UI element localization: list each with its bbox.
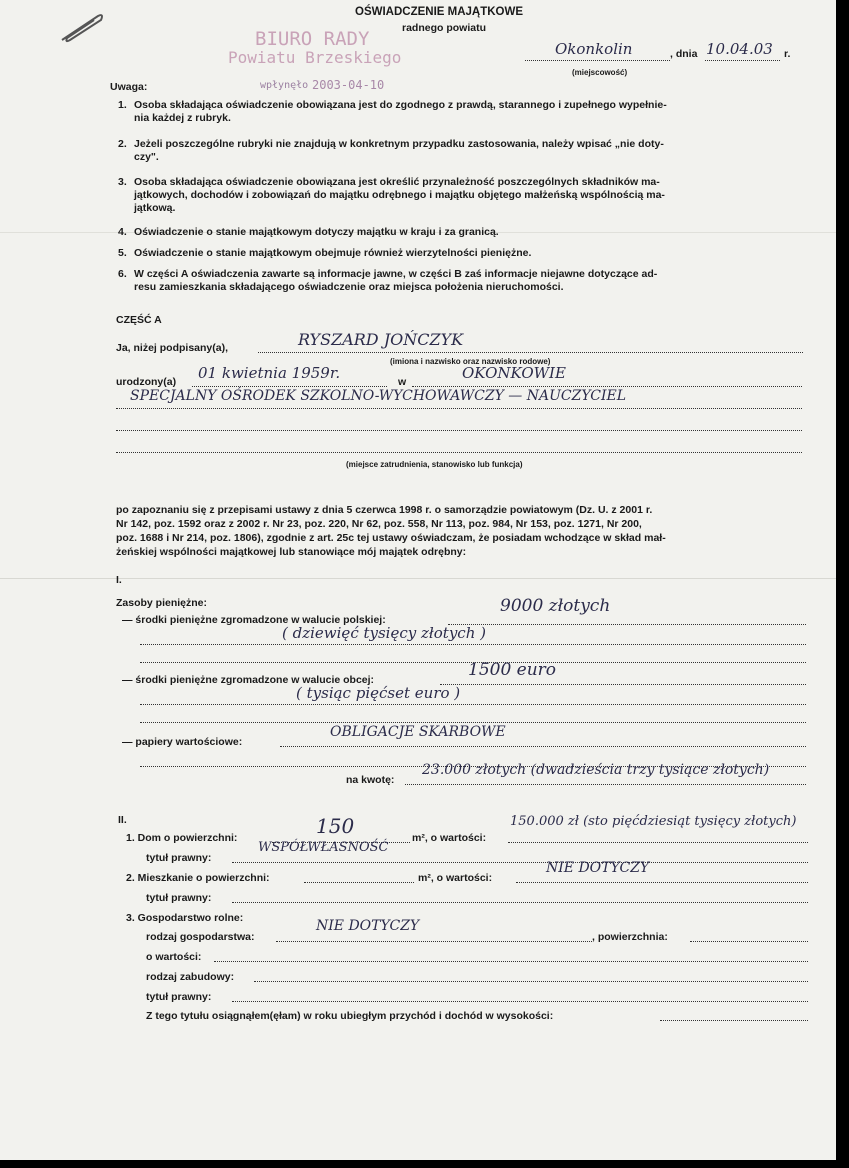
note-5: 5. Oświadczenie o stanie majątkowym obejmuje również wierzytelności pieniężne. — [118, 247, 532, 259]
foreign-value: 1500 euro — [468, 660, 557, 680]
paperclip-icon — [58, 10, 106, 46]
employment-line-2 — [116, 430, 802, 431]
date-label: , dnia — [670, 48, 698, 60]
employment-handwritten: SPECJALNY OŚRODEK SZKOLNO-WYCHOWAWCZY — NAUCZYCIEL — [130, 388, 627, 404]
cash-heading: Zasoby pieniężne: — [116, 597, 208, 609]
place-line — [525, 60, 670, 61]
farm-type-value: NIE DOTYCZY — [316, 918, 420, 934]
born-date-handwritten: 01 kwietnia 1959r. — [198, 364, 341, 382]
farm-area-label: , powierzchnia: — [592, 931, 668, 943]
stamp-received-date: 2003-04-10 — [312, 78, 385, 92]
place-caption: (miejscowość) — [572, 68, 628, 77]
amount-label: na kwotę: — [346, 774, 395, 786]
pln-value: 9000 złotych — [500, 596, 611, 616]
farm-building-label: rodzaj zabudowy: — [146, 971, 235, 983]
farm-type-label: rodzaj gospodarstwa: — [146, 931, 255, 943]
house-area: 150 — [316, 814, 355, 838]
note-6-cont: resu zamieszkania składającego oświadczenie oraz miejsca położenia nieruchomości. — [134, 281, 564, 293]
farm-type-line — [276, 941, 592, 942]
paper-fold — [0, 578, 836, 579]
flat-value: NIE DOTYCZY — [546, 860, 650, 876]
house-value: 150.000 zł (sto pięćdziesiąt tysięcy złotych) — [510, 814, 797, 829]
legal-text-4: żeńskiej wspólności majątkowej lub stanowiące mój majątek odrębny: — [116, 546, 467, 558]
section-2-number: II. — [118, 814, 127, 826]
foreign-line — [440, 684, 806, 685]
date-suffix: r. — [784, 48, 791, 60]
name-handwritten: RYSZARD JOŃCZYK — [298, 330, 464, 349]
foreign-label: — środki pieniężne zgromadzone w walucie obcej: — [122, 674, 375, 686]
flat-area-line — [304, 882, 414, 883]
foreign-line-2 — [140, 704, 806, 705]
note-2: 2. Jeżeli poszczególne rubryki nie znajdują w konkretnym przypadku zastosowania, należy wpisać „nie doty- — [118, 138, 664, 150]
employment-line-1 — [116, 408, 802, 409]
farm-income-label: Z tego tytułu osiągnąłem(ęłam) w roku ubiegłym przychód i dochód w wysokości: — [146, 1010, 554, 1022]
date-handwritten: 10.04.03 — [706, 40, 773, 58]
note-3-cont2: jątkową. — [134, 202, 176, 214]
pln-line-2 — [140, 644, 806, 645]
section-1-number: I. — [116, 574, 122, 586]
amount-value: 23.000 złotych (dwadzieścia trzy tysiące złotych) — [422, 762, 770, 778]
farm-value-label: o wartości: — [146, 951, 202, 963]
securities-label: — papiery wartościowe: — [122, 736, 243, 748]
legal-text-1: po zapoznaniu się z przepisami ustawy z dnia 5 czerwca 1998 r. o samorządzie powiatowym (Dz. U. z 2001 r. — [116, 504, 653, 516]
flat-unit: m², o wartości: — [418, 872, 493, 884]
flat-label: 2. Mieszkanie o powierzchni: — [126, 872, 270, 884]
flat-title-line — [232, 902, 808, 903]
note-3: 3. Osoba składająca oświadczenie obowiązana jest określić przynależność poszczególnych składników ma- — [118, 176, 660, 188]
flat-title-label: tytuł prawny: — [146, 892, 212, 904]
stamp-office: BIURO RADY — [255, 28, 370, 50]
pln-line — [448, 624, 806, 625]
legal-text-3: poz. 1688 i Nr 214, poz. 1806), zgodnie z art. 25c tej ustawy oświadczam, że posiadam wchodzące w skład mał- — [116, 532, 666, 544]
stamp-received-label: wpłynęło — [260, 80, 309, 91]
born-label: urodzony(a) — [116, 376, 177, 388]
legal-text-2: Nr 142, poz. 1592 oraz z 2002 r. Nr 23, poz. 220, Nr 62, poz. 558, Nr 113, poz. 984, Nr 153, poz. 1271, Nr 200, — [116, 518, 642, 530]
farm-value-line — [214, 961, 808, 962]
part-a-heading: CZĘŚĆ A — [116, 314, 162, 326]
securities-line — [280, 746, 806, 747]
employment-line-3 — [116, 452, 802, 453]
document-subtitle: radnego powiatu — [402, 22, 486, 34]
signed-label: Ja, niżej podpisany(a), — [116, 342, 229, 354]
date-line — [705, 60, 780, 61]
farm-label: 3. Gospodarstwo rolne: — [126, 912, 244, 924]
foreign-line-3 — [140, 722, 806, 723]
born-in-label: w — [398, 376, 407, 388]
house-title-label: tytuł prawny: — [146, 852, 212, 864]
house-title-line — [232, 862, 808, 863]
amount-line — [405, 784, 806, 785]
pln-words: ( dziewięć tysięcy złotych ) — [282, 624, 486, 642]
note-3-cont: jątkowych, dochodów i zobowiązań do majątku odrębnego i majątku objętego małżeńską wspólnością ma- — [134, 189, 665, 201]
house-unit: m², o wartości: — [412, 832, 487, 844]
house-title-value: WSPÓŁWŁASNOŚĆ — [258, 840, 389, 855]
house-value-line — [508, 842, 808, 843]
flat-value-line — [516, 882, 808, 883]
foreign-words: ( tysiąc pięćset euro ) — [296, 684, 461, 702]
house-label: 1. Dom o powierzchni: — [126, 832, 238, 844]
note-2-cont: czy". — [134, 151, 159, 163]
note-4: 4. Oświadczenie o stanie majątkowym dotyczy majątku w kraju i za granicą. — [118, 226, 499, 238]
note-1-cont: nia każdej z rubryk. — [134, 112, 231, 124]
employment-caption: (miejsce zatrudnienia, stanowisko lub funkcja) — [346, 460, 523, 469]
name-caption: (imiona i nazwisko oraz nazwisko rodowe) — [390, 357, 551, 366]
document-title: OŚWIADCZENIE MAJĄTKOWE — [355, 6, 524, 18]
born-place-line — [412, 386, 802, 387]
born-date-line — [192, 386, 387, 387]
note-6: 6. W części A oświadczenia zawarte są informacje jawne, w części B zaś informacje niejawne dotyczące ad- — [118, 268, 658, 280]
farm-area-line — [690, 941, 808, 942]
farm-title-label: tytuł prawny: — [146, 991, 212, 1003]
pln-label: — środki pieniężne zgromadzone w walucie polskiej: — [122, 614, 386, 626]
born-place-handwritten: OKONKOWIE — [462, 364, 566, 382]
farm-income-line — [660, 1020, 808, 1021]
farm-building-line — [254, 981, 808, 982]
name-line — [258, 352, 803, 353]
securities-value: OBLIGACJE SKARBOWE — [330, 724, 506, 740]
farm-title-line — [232, 1001, 808, 1002]
stamp-office-line2: Powiatu Brzeskiego — [228, 48, 402, 67]
note-1: 1. Osoba składająca oświadczenie obowiązana jest do zgodnego z prawdą, starannego i zupełnego wypełnie- — [118, 99, 667, 111]
place-handwritten: Okonkolin — [555, 40, 633, 58]
notes-heading: Uwaga: — [110, 81, 148, 93]
